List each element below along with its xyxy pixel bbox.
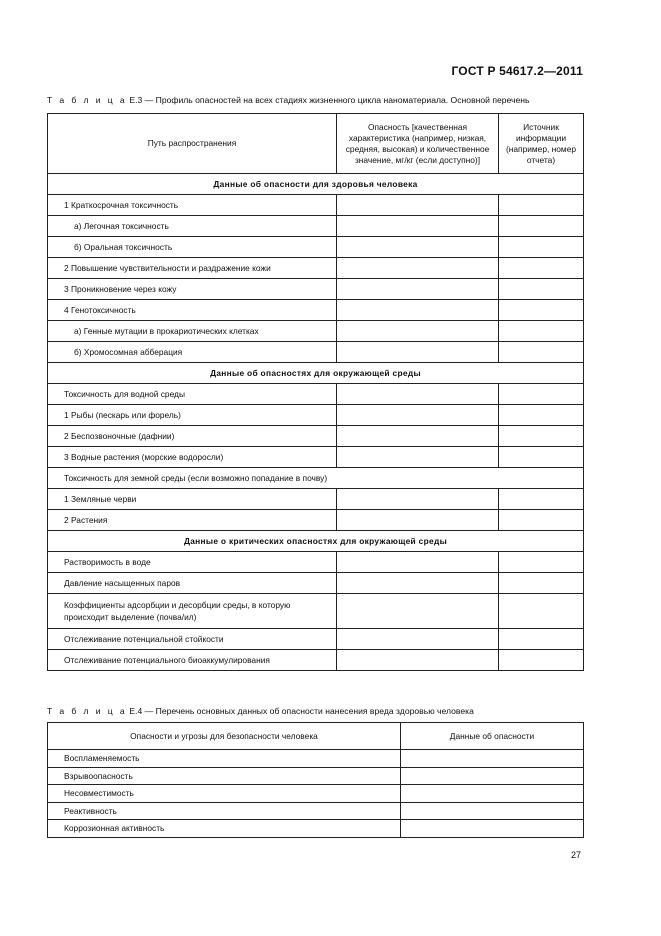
table-row xyxy=(48,650,584,671)
row-label: 3 Водные растения (морские водоросли) xyxy=(48,447,337,468)
source-cell xyxy=(499,573,584,594)
row-label: 2 Беспозвоночные (дафнии) xyxy=(48,426,337,447)
table-row xyxy=(48,767,584,785)
table-row xyxy=(48,195,584,216)
table-row xyxy=(48,750,584,768)
row-label: Воспламеняемость xyxy=(48,750,401,768)
table-row xyxy=(48,216,584,237)
source-cell xyxy=(499,489,584,510)
column-header-hazard: Опасность [качественная характеристика (например, низкая, средняя, высокая) и количественное значение, мг/кг (если доступно)] xyxy=(337,114,499,174)
source-cell xyxy=(499,237,584,258)
table-row xyxy=(48,321,584,342)
table-e4-caption-prefix: Т а б л и ц а xyxy=(47,706,127,716)
hazard-cell xyxy=(337,426,499,447)
row-label: Реактивность xyxy=(48,802,401,820)
source-cell xyxy=(499,594,584,629)
table-e4-caption xyxy=(47,706,474,716)
row-label: 1 Земляные черви xyxy=(48,489,337,510)
table-row xyxy=(48,468,584,489)
table-row xyxy=(48,447,584,468)
source-cell xyxy=(499,629,584,650)
hazard-data-cell xyxy=(401,750,584,768)
hazard-cell xyxy=(337,447,499,468)
table-row xyxy=(48,426,584,447)
table-row xyxy=(48,552,584,573)
hazard-data-cell xyxy=(401,785,584,803)
source-cell xyxy=(499,447,584,468)
table-row xyxy=(48,279,584,300)
row-label: Коэффициенты адсорбции и десорбции среды, в которую происходит выделение (почва/ил) xyxy=(48,594,337,629)
hazard-cell xyxy=(337,552,499,573)
source-cell xyxy=(499,405,584,426)
source-cell xyxy=(499,258,584,279)
hazard-cell xyxy=(337,342,499,363)
row-label: Коррозионная активность xyxy=(48,820,401,838)
section-environment: Данные об опасностях для окружающей среды xyxy=(48,363,584,384)
table-row xyxy=(48,489,584,510)
table-row xyxy=(48,820,584,838)
source-cell xyxy=(499,650,584,671)
table-row xyxy=(48,258,584,279)
column-header-hazard-data: Данные об опасности xyxy=(401,723,584,750)
source-cell xyxy=(499,384,584,405)
table-e4-caption-text: Е.4 — Перечень основных данных об опасности нанесения вреда здоровью человека xyxy=(127,706,474,716)
column-header-source: Источник информации (например, номер отчета) xyxy=(499,114,584,174)
row-label: б) Оральная токсичность xyxy=(48,237,337,258)
row-label: Отслеживание потенциальной стойкости xyxy=(48,629,337,650)
row-label: Взрывоопасность xyxy=(48,767,401,785)
column-header-path: Путь распространения xyxy=(48,114,337,174)
document-code: ГОСТ Р 54617.2—2011 xyxy=(451,64,583,78)
table-e3-caption-text: Е.3 — Профиль опасностей на всех стадиях жизненного цикла наноматериала. Основной перечень xyxy=(127,95,530,105)
hazard-data-cell xyxy=(401,767,584,785)
row-label: 1 Рыбы (пескарь или форель) xyxy=(48,405,337,426)
table-row xyxy=(48,300,584,321)
hazard-cell xyxy=(337,237,499,258)
table-e3-caption xyxy=(47,95,530,105)
row-label: Токсичность для водной среды xyxy=(48,384,337,405)
table-row xyxy=(48,785,584,803)
source-cell xyxy=(499,510,584,531)
table-e4 xyxy=(47,722,584,838)
hazard-cell xyxy=(337,321,499,342)
row-label: 4 Генотоксичность xyxy=(48,300,337,321)
source-cell xyxy=(499,552,584,573)
page-number: 27 xyxy=(570,850,581,860)
hazard-cell xyxy=(337,650,499,671)
source-cell xyxy=(499,216,584,237)
table-row xyxy=(48,342,584,363)
table-row xyxy=(48,573,584,594)
source-cell xyxy=(499,342,584,363)
table-row xyxy=(48,384,584,405)
row-label: а) Легочная токсичность xyxy=(48,216,337,237)
hazard-cell xyxy=(337,300,499,321)
table-row xyxy=(48,802,584,820)
table-row xyxy=(48,405,584,426)
hazard-data-cell xyxy=(401,802,584,820)
table-row xyxy=(48,510,584,531)
source-cell xyxy=(499,279,584,300)
hazard-cell xyxy=(337,594,499,629)
row-label: Отслеживание потенциального биоаккумулирования xyxy=(48,650,337,671)
hazard-cell xyxy=(337,573,499,594)
row-label: 2 Растения xyxy=(48,510,337,531)
row-label: 3 Проникновение через кожу xyxy=(48,279,337,300)
table-e3 xyxy=(47,113,584,671)
row-label: 1 Краткосрочная токсичность xyxy=(48,195,337,216)
column-header-threats: Опасности и угрозы для безопасности человека xyxy=(48,723,401,750)
section-human-health: Данные об опасности для здоровья человека xyxy=(48,174,584,195)
section-critical-environment: Данные о критических опасностях для окружающей среды xyxy=(48,531,584,552)
hazard-cell xyxy=(337,489,499,510)
source-cell xyxy=(499,195,584,216)
table-row xyxy=(48,237,584,258)
source-cell xyxy=(499,321,584,342)
hazard-data-cell xyxy=(401,820,584,838)
hazard-cell xyxy=(337,629,499,650)
hazard-cell xyxy=(337,195,499,216)
hazard-cell xyxy=(337,510,499,531)
hazard-cell xyxy=(337,258,499,279)
row-label: 2 Повышение чувствительности и раздражение кожи xyxy=(48,258,337,279)
table-e3-caption-prefix: Т а б л и ц а xyxy=(47,95,127,105)
row-label: Растворимость в воде xyxy=(48,552,337,573)
table-row xyxy=(48,594,584,629)
source-cell xyxy=(499,426,584,447)
hazard-cell xyxy=(337,279,499,300)
source-cell xyxy=(499,300,584,321)
row-label: Давление насыщенных паров xyxy=(48,573,337,594)
hazard-cell xyxy=(337,384,499,405)
row-label: б) Хромосомная абберация xyxy=(48,342,337,363)
row-label: а) Генные мутации в прокариотических клетках xyxy=(48,321,337,342)
hazard-cell xyxy=(337,405,499,426)
row-label: Несовместимость xyxy=(48,785,401,803)
table-row xyxy=(48,629,584,650)
row-label-full: Токсичность для земной среды (если возможно попадание в почву) xyxy=(48,468,584,489)
hazard-cell xyxy=(337,216,499,237)
